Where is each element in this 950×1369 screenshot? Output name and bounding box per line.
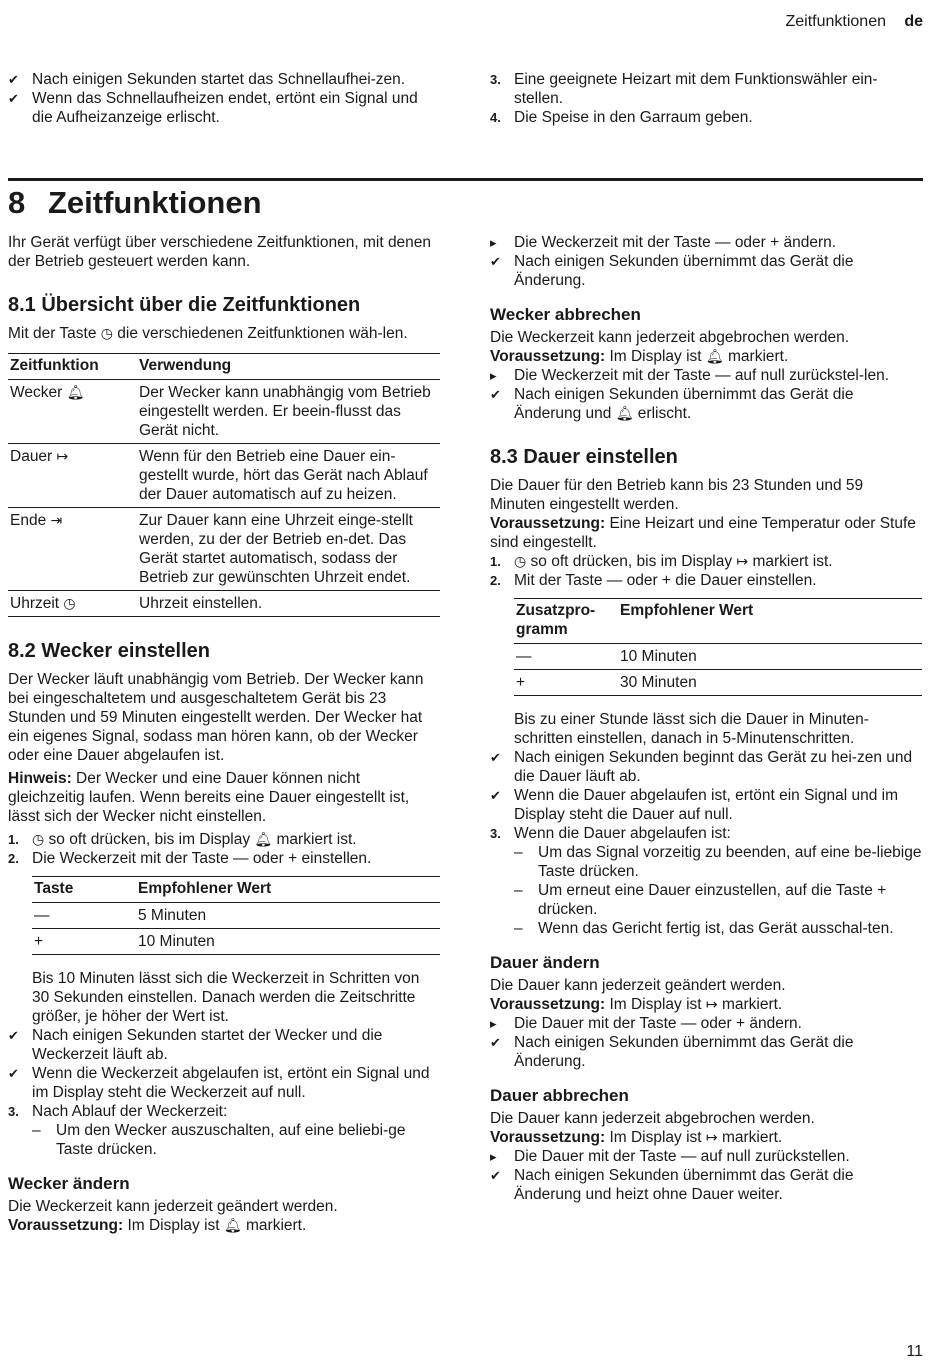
chapter-intro: Ihr Gerät verfügt über verschiedene Zeitfunktionen, mit denen der Betrieb gesteuert werden kann. <box>8 234 432 270</box>
section-8-1-intro: Mit der Taste ◷ die verschiedenen Zeitfunktionen wäh-len. <box>8 325 408 342</box>
requirement: Voraussetzung: Im Display ist 🔔︎ markiert. <box>8 1217 307 1234</box>
table-row: Ende ⇥ Zur Dauer kann eine Uhrzeit einge-stellt werden, zu der der Betrieb en-det. Das Gerät startet automatisch, sodass der Betrieb zur gewünschten Uhrzeit endet. <box>8 508 440 591</box>
requirement: Voraussetzung: Im Display ist ↦ markiert. <box>490 996 783 1013</box>
result-item: ✔ Nach einigen Sekunden beginnt das Gerät zu hei-zen und die Dauer läuft ab. <box>490 749 913 785</box>
sub-item: – Wenn das Gericht fertig ist, das Gerät ausschal-ten. <box>514 920 894 937</box>
plus-icon: + <box>32 929 136 955</box>
action-item: ▸ Die Dauer mit der Taste — auf null zurückstellen. <box>490 1148 850 1165</box>
minus-icon: — <box>680 1148 697 1165</box>
section-8-2-intro: Der Wecker läuft unabhängig vom Betrieb. Der Wecker kann bei eingeschaltetem und ausgeschaltetem Gerät bis 23 Stunden und 59 Minuten eingestellt werden. Der Wecker hat ein eigenes Signal, sodass man hören kann, ob der Wecker oder eine Dauer abgelaufen ist. <box>8 671 424 764</box>
result-item: ✔ Nach einigen Sekunden startet das Schnellaufhei-zen. <box>8 71 406 88</box>
minus-icon: — <box>606 572 623 589</box>
check-icon: ✔ <box>490 788 501 803</box>
check-icon: ✔ <box>490 1168 501 1183</box>
table-header: Zusatzpro-gramm <box>514 599 618 644</box>
arrow-icon: ▸ <box>490 235 497 250</box>
minus-icon: — <box>514 644 618 670</box>
clock-icon: ◷ <box>100 325 113 341</box>
bell-icon: 🔔︎ <box>615 405 634 421</box>
timer-steps-note: Bis 10 Minuten lässt sich die Weckerzeit in Schritten von 30 Sekunden einstellen. Danach werden die Zeitschritte größer, je höher der Wert ist. <box>32 970 420 1025</box>
table-header: Taste <box>32 877 136 903</box>
step-item: 1. ◷ so oft drücken, bis im Display 🔔︎ markiert ist. <box>8 831 357 848</box>
dauer-abbrechen-title: Dauer abbrechen <box>490 1086 629 1105</box>
requirement: Voraussetzung: Eine Heizart und eine Temperatur oder Stufe sind eingestellt. <box>490 515 916 551</box>
hint-note: Hinweis: Der Wecker und eine Dauer können nicht gleichzeitig laufen. Wenn bereits eine Dauer eingestellt ist, lässt sich der Wecker nicht einstellen. <box>8 770 410 825</box>
top-right-block <box>490 70 922 127</box>
running-header-title: Zeitfunktionen <box>785 13 886 30</box>
check-icon: ✔ <box>8 1066 19 1081</box>
table-header: Zeitfunktion <box>8 354 137 380</box>
table-row: — 5 Minuten <box>32 903 440 929</box>
step-item: 4. Die Speise in den Garraum geben. <box>490 109 753 126</box>
result-item: ✔ Nach einigen Sekunden übernimmt das Gerät die Änderung. <box>490 1034 854 1070</box>
chapter-number: 8 <box>8 185 26 220</box>
result-item: ✔ Wenn die Dauer abgelaufen ist, ertönt ein Signal und im Display steht die Dauer auf null. <box>490 787 899 823</box>
sub-item: – Um den Wecker auszuschalten, auf eine beliebi-ge Taste drücken. <box>32 1122 406 1158</box>
table-row: + 10 Minuten <box>32 929 440 955</box>
plus-icon: + <box>514 670 618 696</box>
result-item: ✔ Wenn die Weckerzeit abgelaufen ist, ertönt ein Signal und im Display steht die Weckerzeit auf null. <box>8 1065 430 1101</box>
table-row: Uhrzeit ◷ Uhrzeit einstellen. <box>8 591 440 617</box>
step-item: 2. Mit der Taste — oder + die Dauer einstellen. <box>490 572 817 589</box>
minus-icon: — <box>233 850 249 867</box>
top-left-block <box>8 70 440 127</box>
duration-values-table-wrap <box>490 598 922 696</box>
plus-icon: + <box>736 1015 746 1032</box>
duration-values-table <box>514 598 922 696</box>
running-header-language: de <box>904 13 923 30</box>
check-icon: ✔ <box>490 254 501 269</box>
sub-item: – Um das Signal vorzeitig zu beenden, auf eine be-liebige Taste drücken. <box>514 844 922 880</box>
duration-icon: ↦ <box>705 996 718 1012</box>
table-row: Dauer ↦ Wenn für den Betrieb eine Dauer ein-gestellt wurde, hört das Gerät nach Ablauf der Dauer automatisch auf zu heizen. <box>8 444 440 508</box>
check-icon: ✔ <box>490 1035 501 1050</box>
plus-icon: + <box>877 882 887 899</box>
result-item: ✔ Nach einigen Sekunden übernimmt das Gerät die Änderung und heizt ohne Dauer weiter. <box>490 1167 854 1203</box>
minus-icon: — <box>680 1015 697 1032</box>
step-item: 1. ◷ so oft drücken, bis im Display ↦ markiert ist. <box>490 553 833 570</box>
time-functions-table <box>8 353 440 617</box>
step-item: 3. Eine geeignete Heizart mit dem Funktionswähler ein-stellen. <box>490 71 878 107</box>
minus-icon: — <box>32 903 136 929</box>
section-8-3-title: 8.3 Dauer einstellen <box>490 446 678 468</box>
bell-icon: 🔔︎ <box>66 384 85 400</box>
result-item: ✔ Nach einigen Sekunden übernimmt das Gerät die Änderung. <box>490 253 854 289</box>
table-header: Empfohlener Wert <box>136 877 440 903</box>
duration-icon: ↦ <box>56 448 69 464</box>
bell-icon: 🔔︎ <box>254 831 273 847</box>
bell-icon: 🔔︎ <box>705 348 724 364</box>
step-item: 2. Die Weckerzeit mit der Taste — oder + einstellen. <box>8 850 372 867</box>
table-row: Wecker 🔔︎ Der Wecker kann unabhängig vom Betrieb eingestellt werden. Er beein-flusst das Gerät nicht. <box>8 380 440 444</box>
end-time-icon: ⇥ <box>50 512 63 528</box>
clock-icon: ◷ <box>514 553 527 569</box>
table-header: Empfohlener Wert <box>618 599 922 644</box>
duration-steps-note: Bis zu einer Stunde lässt sich die Dauer in Minuten-schritten einstellen, danach in 5-Minutenschritten. <box>514 711 869 747</box>
result-item: ✔ Nach einigen Sekunden startet der Wecker und die Weckerzeit läuft ab. <box>8 1027 383 1063</box>
check-icon: ✔ <box>8 91 19 106</box>
left-column: Ihr Gerät verfügt über verschiedene Zeitfunktionen, mit denen der Betrieb gesteuert werden kann. 8.1 Übersicht über die Zeitfunktionen Mit der Taste ◷ die verschiedenen Zeitfunktionen wäh-len. Zeitfunktion Verwendung Wecker 🔔︎ Der Wecker kann unabhängig vom Betrieb eingestellt werden. Er beein-flusst das Gerät nicht. Dauer ↦ Wenn für den Betrieb eine Dauer ein-gestellt wurde, hört das Gerät nach Ablauf der Dauer automatisch auf zu heizen. Ende ⇥ Zur Dauer kann eine Uhrzeit einge-stellt werden, zu der der Betrieb en-det. Das Gerät startet automatisch, sodass der Betrieb zur gewünschten Uhrzeit endet. Uhrzeit ◷ Uhrzeit einstellen. 8.2 Wecker einstellen Der Wecker läuft unabhängig vom Betrieb. Der Wecker kann bei eingeschaltetem und ausgeschaltetem Gerät bis 23 Stunden und 59 Minuten eingestellt werden. Der Wecker hat ein eigenes Signal, sodass man hören kann, ob der Wecker oder eine Dauer abgelaufen ist. Hinweis: Der Wecker und eine Dauer können nicht gleichzeitig laufen. Wenn bereits eine Dauer eingestellt ist, lässt sich der Wecker nicht einstellen. 1. ◷ so oft drücken, bis im Display 🔔︎ markiert ist. 2. Die Weckerzeit mit der Taste — oder + einstellen. Taste Empfohlener Wert — 5 Minuten + 10 Minuten Bis 10 Minuten lässt sich die Weckerzeit in Schritten von 30 Sekunden einstellen. Danach werden die Zeitschritte größer, je höher der Wert ist. ✔ Nach einigen Sekunden startet der Wecker und die Weckerzeit läuft ab. ✔ Wenn die Weckerzeit abgelaufen ist, ertönt ein Signal und im Display steht die Weckerzeit auf null. 3. Nach Ablauf der Weckerzeit: – Um den Wecker auszuschalten, auf eine beliebi-ge Taste drücken. Wecker ändern Die Weckerzeit kann jederzeit geändert werden. Voraussetzung: Im Display ist 🔔︎ markiert. <box>8 233 440 1235</box>
page-number: 11 <box>906 1343 923 1360</box>
requirement: Voraussetzung: Im Display ist ↦ markiert. <box>490 1129 783 1146</box>
clock-icon: ◷ <box>63 595 76 611</box>
step-item: 3. Wenn die Dauer abgelaufen ist: <box>490 825 731 842</box>
clock-icon: ◷ <box>32 831 45 847</box>
dauer-aendern-title: Dauer ändern <box>490 953 600 972</box>
minus-icon: — <box>715 234 731 251</box>
check-icon: ✔ <box>490 750 501 765</box>
right-column: ▸ Die Weckerzeit mit der Taste — oder + ändern. ✔ Nach einigen Sekunden übernimmt das Gerät die Änderung. Wecker abbrechen Die Weckerzeit kann jederzeit abgebrochen werden. Voraussetzung: Im Display ist 🔔︎ markiert. ▸ Die Weckerzeit mit der Taste — auf null zurückstel-len. ✔ Nach einigen Sekunden übernimmt das Gerät die Änderung und 🔔︎ erlischt. 8.3 Dauer einstellen Die Dauer für den Betrieb kann bis 23 Stunden und 59 Minuten eingestellt werden. Voraussetzung: Eine Heizart und eine Temperatur oder Stufe sind eingestellt. 1. ◷ so oft drücken, bis im Display ↦ markiert ist. 2. Mit der Taste — oder + die Dauer einstellen. Zusatzpro-gramm Empfohlener Wert — 10 Minuten + 30 Minuten Bis zu einer Stunde lässt sich die Dauer in Minuten-schritten einstellen, danach in 5-Minutenschritten. ✔ Nach einigen Sekunden beginnt das Gerät zu hei-zen und die Dauer läuft ab. ✔ Wenn die Dauer abgelaufen ist, ertönt ein Signal und im Display steht die Dauer auf null. 3. Wenn die Dauer abgelaufen ist: – Um das Signal vorzeitig zu beenden, auf eine be-liebige Taste drücken. – Um erneut eine Dauer einzustellen, auf die Taste + drücken. – Wenn das Gericht fertig ist, das Gerät ausschal-ten. Dauer ändern Die Dauer kann jederzeit geändert werden. Voraussetzung: Im Display ist ↦ markiert. ▸ Die Dauer mit der Taste — oder + ändern. ✔ Nach einigen Sekunden übernimmt das Gerät die Änderung. Dauer abbrechen Die Dauer kann jederzeit abgebrochen werden. Voraussetzung: Im Display ist ↦ markiert. ▸ Die Dauer mit der Taste — auf null zurückstellen. ✔ Nach einigen Sekunden übernimmt das Gerät die Änderung und heizt ohne Dauer weiter. <box>490 234 922 1203</box>
arrow-icon: ▸ <box>490 1149 497 1164</box>
table-row: — 10 Minuten <box>514 644 922 670</box>
check-icon: ✔ <box>8 72 19 87</box>
duration-icon: ↦ <box>705 1129 718 1145</box>
minus-icon: — <box>715 367 731 384</box>
step-item: 3. Nach Ablauf der Weckerzeit: <box>8 1103 228 1120</box>
sub-item: – Um erneut eine Dauer einzustellen, auf die Taste + drücken. <box>514 882 887 918</box>
result-item: ✔ Wenn das Schnellaufheizen endet, ertönt ein Signal und die Aufheizanzeige erlischt. <box>8 90 418 126</box>
wecker-aendern-title: Wecker ändern <box>8 1174 130 1193</box>
chapter-title: 8 Zeitfunktionen <box>8 185 262 220</box>
timer-values-table-wrap <box>8 876 440 955</box>
plus-icon: + <box>770 234 780 251</box>
requirement: Voraussetzung: Im Display ist 🔔︎ markiert. <box>490 348 789 365</box>
action-item: ▸ Die Weckerzeit mit der Taste — oder + ändern. <box>490 234 837 251</box>
wecker-abbrechen-title: Wecker abbrechen <box>490 305 641 324</box>
check-icon: ✔ <box>490 387 501 402</box>
check-icon: ✔ <box>8 1028 19 1043</box>
arrow-icon: ▸ <box>490 1016 497 1031</box>
table-row: + 30 Minuten <box>514 670 922 696</box>
action-item: ▸ Die Dauer mit der Taste — oder + ändern. <box>490 1015 802 1032</box>
duration-icon: ↦ <box>736 553 749 569</box>
bell-icon: 🔔︎ <box>223 1217 242 1233</box>
table-header: Verwendung <box>137 354 440 380</box>
arrow-icon: ▸ <box>490 368 497 383</box>
timer-values-table <box>32 876 440 955</box>
result-item: ✔ Nach einigen Sekunden übernimmt das Gerät die Änderung und 🔔︎ erlischt. <box>490 386 854 422</box>
action-item: ▸ Die Weckerzeit mit der Taste — auf null zurückstel-len. <box>490 367 890 384</box>
chapter-rule <box>8 178 923 181</box>
plus-icon: + <box>661 572 671 589</box>
plus-icon: + <box>288 850 298 867</box>
section-8-2-title: 8.2 Wecker einstellen <box>8 640 210 662</box>
section-8-1-title: 8.1 Übersicht über die Zeitfunktionen <box>8 294 361 316</box>
